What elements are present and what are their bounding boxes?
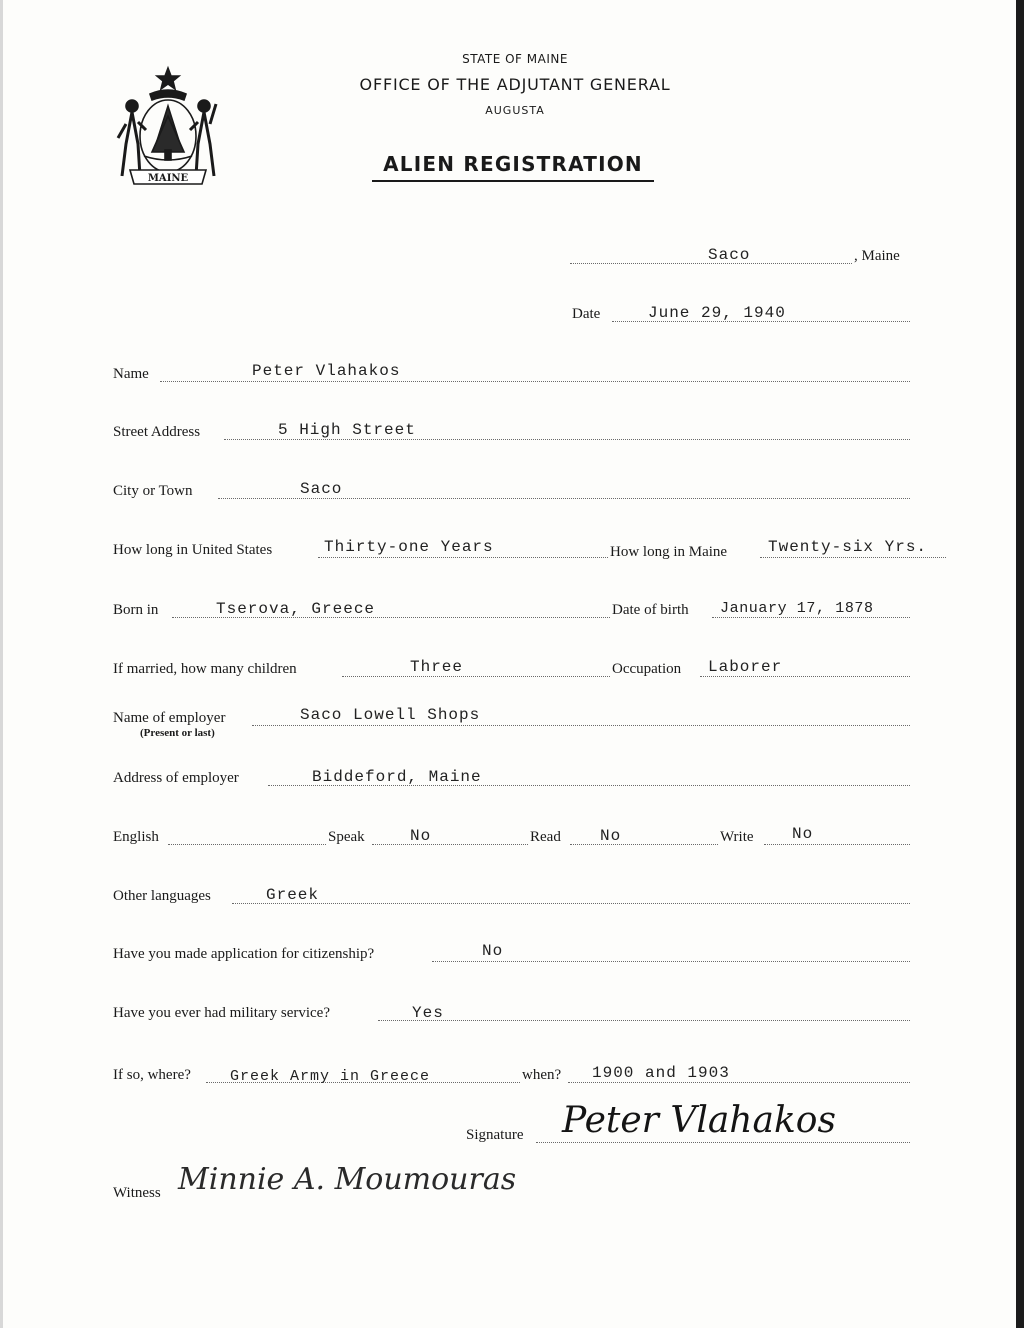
read-value: No [600, 827, 622, 845]
other-languages-value: Greek [266, 886, 320, 904]
employer-sublabel: (Present or last) [140, 727, 215, 739]
header-state: STATE OF MAINE [462, 52, 568, 66]
speak-value: No [410, 827, 432, 845]
english-label: English [113, 829, 159, 845]
place-suffix: , Maine [854, 248, 900, 264]
date-of-birth-line [712, 617, 910, 618]
born-in-value: Tserova, Greece [216, 600, 376, 618]
other-languages-line [232, 903, 910, 904]
city-line [218, 498, 910, 499]
name-value: Peter Vlahakos [252, 362, 401, 380]
children-line [342, 676, 610, 677]
read-line [570, 844, 718, 845]
write-value: No [792, 825, 814, 843]
signature-line [536, 1142, 910, 1143]
header-office: OFFICE OF THE ADJUTANT GENERAL [359, 75, 671, 94]
read-label: Read [530, 829, 561, 845]
name-label: Name [113, 366, 149, 382]
street-line [224, 439, 910, 440]
speak-line [372, 844, 528, 845]
scan-edge-right [1016, 0, 1024, 1328]
seal-banner-text: MAINE [147, 173, 189, 184]
date-label: Date [572, 306, 601, 322]
where-value: Greek Army in Greece [230, 1068, 431, 1085]
street-value: 5 High Street [278, 421, 416, 439]
scan-edge-left [0, 0, 3, 1328]
citizenship-value: No [482, 942, 504, 960]
how-long-maine-line [760, 557, 946, 558]
children-value: Three [410, 658, 464, 676]
speak-label: Speak [328, 829, 365, 845]
employer-address-label: Address of employer [113, 770, 239, 786]
occupation-value: Laborer [708, 658, 783, 676]
other-languages-label: Other languages [113, 888, 211, 904]
citizenship-label: Have you made application for citizenship? [113, 946, 375, 962]
citizenship-line [432, 961, 910, 962]
military-line [378, 1020, 910, 1021]
when-label: when? [522, 1067, 562, 1083]
city-value: Saco [300, 480, 343, 498]
english-line [168, 844, 326, 845]
employer-address-value: Biddeford, Maine [312, 768, 482, 786]
how-long-maine-value: Twenty-six Yrs. [768, 538, 928, 556]
occupation-label: Occupation [612, 661, 682, 677]
children-label: If married, how many children [113, 661, 297, 677]
employer-line [252, 725, 910, 726]
when-value: 1900 and 1903 [592, 1064, 730, 1082]
city-label: City or Town [113, 483, 193, 499]
write-line [764, 844, 910, 845]
form-title: ALIEN REGISTRATION [372, 152, 654, 182]
date-value: June 29, 1940 [648, 304, 786, 322]
place-value: Saco [708, 246, 751, 264]
witness-value: Minnie A. Moumouras [178, 1162, 517, 1197]
how-long-us-line [318, 557, 608, 558]
occupation-line [700, 676, 910, 677]
date-of-birth-label: Date of birth [612, 602, 689, 618]
employer-label: Name of employer [113, 710, 226, 726]
employer-value: Saco Lowell Shops [300, 706, 481, 724]
military-label: Have you ever had military service? [113, 1005, 330, 1021]
how-long-us-label: How long in United States [113, 542, 273, 558]
born-in-label: Born in [113, 602, 159, 618]
witness-label: Witness [113, 1185, 161, 1201]
signature-label: Signature [466, 1127, 524, 1143]
name-line [160, 381, 910, 382]
date-of-birth-value: January 17, 1878 [720, 600, 874, 617]
street-label: Street Address [113, 424, 201, 440]
header-city: AUGUSTA [485, 104, 545, 117]
write-label: Write [720, 829, 754, 845]
when-line [568, 1082, 910, 1083]
signature-value: Peter Vlahakos [562, 1100, 836, 1141]
how-long-maine-label: How long in Maine [610, 544, 728, 560]
how-long-us-value: Thirty-one Years [324, 538, 494, 556]
where-label: If so, where? [113, 1067, 191, 1083]
military-value: Yes [412, 1004, 444, 1022]
